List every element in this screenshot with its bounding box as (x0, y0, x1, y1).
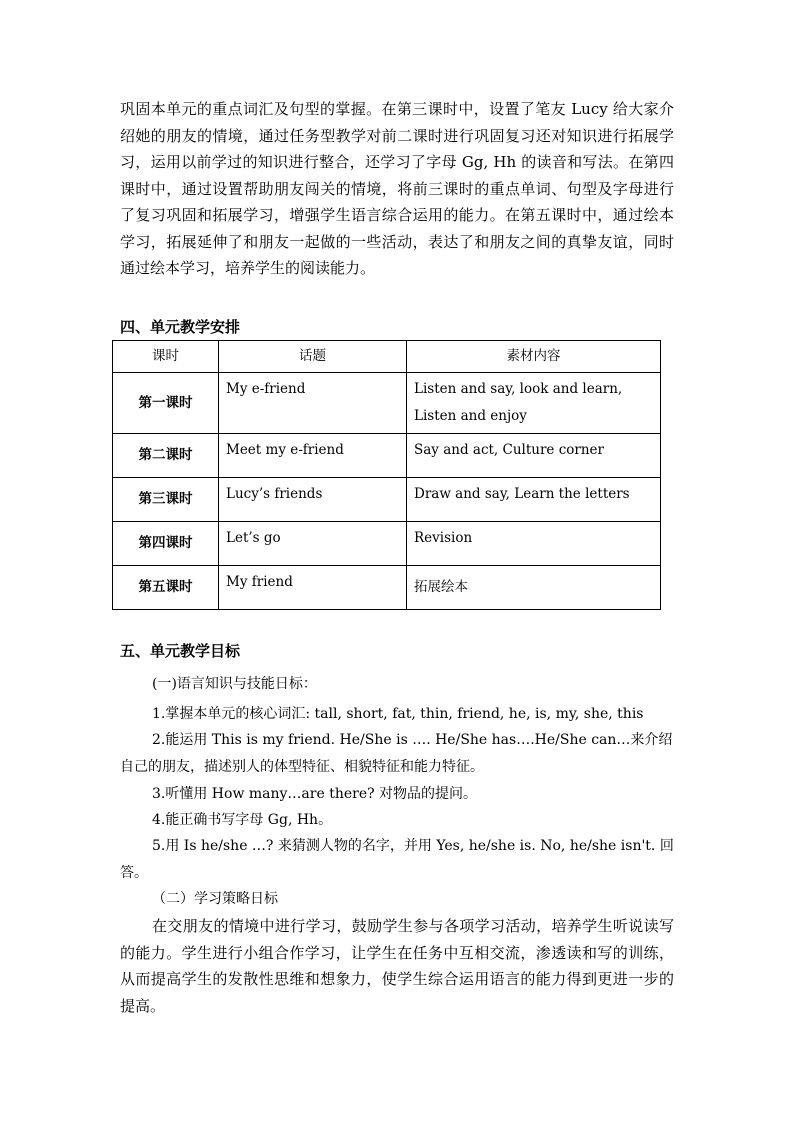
content-cell: Draw and say, Learn the letters (407, 478, 661, 522)
content-line: Listen and say, look and learn, (414, 381, 623, 397)
goal-item: 4.能正确书写字母 Gg, Hh。 (152, 812, 333, 828)
topic-cell: Meet my e-friend (219, 434, 407, 478)
topic-cell: Lucy’s friends (219, 478, 407, 522)
lesson-cell: 第一课时 (113, 373, 219, 434)
strategy-goals-subheading: （二）学习策略日标 (152, 891, 278, 907)
intro-paragraph: 巩固本单元的重点词汇及句型的掌握。在第三课时中，设置了笔友 Lucy 给大家介绍她的朋友的情境，通过任务型教学对前二课时进行巩固复习还对知识进行拓展学习，运用以前学过的知识进行整合，还学习了字母 Gg, Hh 的读音和写法。在第四课时中，通过设置帮助朋友闯关的情境，将前三课时的重点单词、句型及字母进行了复习巩固和拓展学习，增强学生语言综合运用的能力。在第五课时中，通过绘本学习，拓展延伸了和朋友一起做的一些活动，表达了和朋友之间的真挚友谊，同时通过绘本学习，培养学生的阅读能力。 (120, 100, 674, 277)
section4-heading: 四、单元教学安排 (120, 318, 241, 336)
lesson-cell: 第五课时 (113, 566, 219, 610)
table-row (113, 434, 661, 478)
goal-item: 1.掌握本单元的核心词汇: tall, short, fat, thin, friend, he, is, my, she, this (152, 706, 644, 722)
content-cell: Revision (407, 522, 661, 566)
lesson-cell: 第三课时 (113, 478, 219, 522)
goal-item: 3.听懂用 How many…are there? 对物品的提问。 (152, 786, 478, 802)
content-cell (407, 373, 661, 434)
goal-item: 5.用 Is he/she …? 来猜测人物的名字，并用 Yes, he/she is. No, he/she isn't. 回答。 (120, 838, 674, 881)
topic-cell: My e-friend (219, 373, 407, 434)
lesson-cell: 第四课时 (113, 522, 219, 566)
header-lesson: 课时 (113, 341, 219, 373)
content-cell: 拓展绘本 (407, 566, 661, 610)
content-cell: Say and act, Culture corner (407, 434, 661, 478)
table-row (113, 478, 661, 522)
lesson-cell: 第二课时 (113, 434, 219, 478)
header-content: 素材内容 (407, 341, 661, 373)
section5-heading: 五、单元教学目标 (120, 642, 241, 660)
content-line: Listen and enjoy (414, 408, 527, 424)
table-header-row (113, 341, 661, 373)
topic-cell: Let’s go (219, 522, 407, 566)
table-row (113, 566, 661, 610)
language-goals-subheading: (一)语言知识与技能日标： (152, 676, 317, 692)
schedule-table (112, 340, 661, 610)
table-row (113, 522, 661, 566)
table-row (113, 373, 661, 434)
goal-item: 2.能运用 This is my friend. He/She is …. He/She has….He/She can…来介绍自己的朋友，描述别人的体型特征、相貌特征和能力特征。 (120, 732, 673, 775)
strategy-paragraph: 在交朋友的情境中进行学习，鼓励学生参与各项学习活动，培养学生听说读写的能力。学生进行小组合作学习，让学生在任务中互相交流，渗透读和写的训练，从而提高学生的发散性思维和想象力，使学生综合运用语言的能力得到更进一步的提高。 (120, 917, 674, 1015)
header-topic: 话题 (219, 341, 407, 373)
topic-cell: My friend (219, 566, 407, 610)
